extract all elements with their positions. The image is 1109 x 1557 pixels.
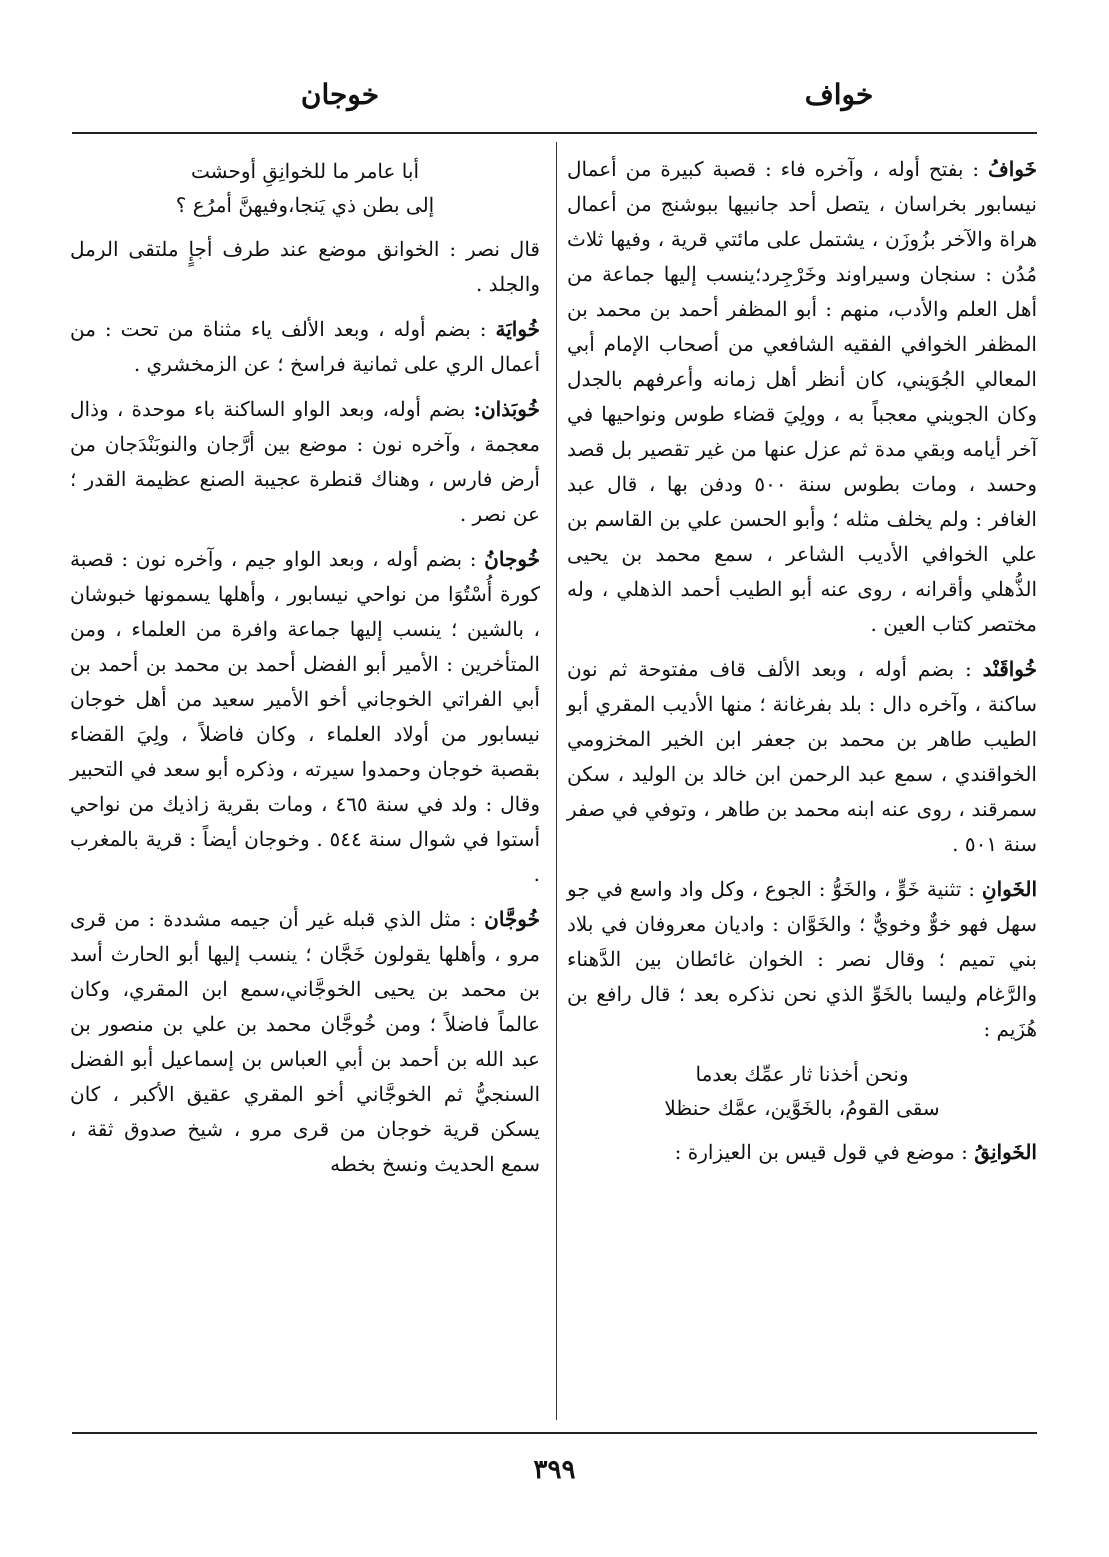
column-divider: [556, 142, 557, 1420]
entry-text: : تثنية خَوٍّ ، والخَوُّ : الجوع ، وكل واد واسع في جو سهل فهو خوٌّ وخويٌّ ؛ والخَوَّان : واديان معروفان في بلاد بني تميم ؛ وقال نصر : الخوان غائطان بين الدَّهناء والرَّغام وليسا بالخَوِّ الذي نحن نذكره بعد ؛ قال رافع بن هُزَيم :: [567, 877, 1037, 1041]
verse-line: أبا عامر ما للخوانِقِ أوحشت: [190, 159, 420, 183]
verse-line: ونحن أخذنا ثار عمِّك بعدما: [695, 1062, 909, 1086]
entry-text: قال نصر : الخوانق موضع عند طرف أجإٍ ملتقى الرمل والجلد .: [70, 237, 540, 296]
headword: خَوافُ: [988, 157, 1038, 181]
entry-text: : بضم أوله ، وبعد الواو جيم ، وآخره نون : قصبة كورة أُسْتُوَا من نواحي نيسابور ، وأهلها يسمونها خبوشان ، بالشين ؛ ينسب إليها جماعة وافرة من العلماء ، ومن المتأخرين : الأمير أبو الفضل أحمد بن محمد بن أحمد بن أبي الفراتي الخوجاني أخو الأمير سعيد من أهل خوجان نيسابور من أولاد العلماء ، وكان فاضلاً ، ولِيَ القضاء بقصبة خوجان وحمدوا سيرته ، وذكره أبو سعد في التحبير وقال : ولد في سنة ٤٦٥ ، ومات بقرية زاذيك من نواحي أستوا في شوال سنة ٥٤٤ . وخوجان أيضاً : قرية بالمغرب .: [70, 547, 541, 886]
entry-text: : بفتح أوله ، وآخره فاء : قصبة كبيرة من أعمال نيسابور بخراسان ، يتصل أحد جانبيها ببوشنج من أعمال هراة والآخر بزُوزَن ، يشتمل على مائتي قرية ، وفيها ثلاث مُدُن : سنجان وسيراوند وخَرْجِرد؛ينسب إليها جماعة من أهل العلم والأدب، منهم : أبو المظفر أحمد بن محمد بن المظفر الخوافي الفقيه الشافعي من أصحاب الإمام أبي المعالي الجُوَيني، كان أنظر أهل زمانه وأعرفهم بالجدل وكان الجويني معجباً به ، وولِيَ قضاء طوس ونواحيها في آخر أيامه وبقي مدة ثم عزل عنها من غير تقصير بل قصد وحسد ، ومات بطوس سنة ٥٠٠ ودفن بها ، قال عبد الغافر : ولم يخلف مثله ؛ وأبو الحسن علي بن القاسم بن علي الخوافي الأديب الشاعر ، سمع محمد بن يحيى الذُّهلي وأقرانه ، روى عنه أبو الطيب أحمد الذهلي ، وله مختصر كتاب العين .: [567, 157, 1037, 636]
entry-khujan: [70, 542, 540, 892]
headword: الخَوانِقُ: [974, 1140, 1037, 1164]
entry-khuwaqand: [567, 652, 1037, 862]
verse-block: [70, 154, 540, 222]
running-head-right: خواف: [804, 78, 874, 111]
verse-line: سقى القومُ، بالخَوَّين، عمَّك حنظلا: [664, 1096, 940, 1120]
verse-block: [567, 1057, 1037, 1125]
header-rule: [72, 132, 1037, 134]
footer-rule: [72, 1432, 1037, 1434]
entry-khawaf: [567, 152, 1037, 642]
headword: خُوجَّان: [484, 907, 540, 931]
entry-al-khawan: [567, 872, 1037, 1047]
headword: خُواقَنْد: [982, 657, 1038, 681]
headword: خُوبَذان:: [473, 397, 540, 421]
entry-khuwaya: [70, 312, 540, 382]
verse-line: إلى بطن ذي يَنجا،وفيهنَّ أمرُع ؟: [175, 193, 435, 217]
right-column: [567, 152, 1037, 1180]
entry-text: : بضم أوله ، وبعد الألف قاف مفتوحة ثم نون ساكنة ، وآخره دال : بلد بفرغانة ؛ منها الأديب المقري أبو الطيب طاهر بن محمد بن جعفر ابن الخير المخزومي الخواقندي ، سمع عبد الرحمن ابن خالد بن الوليد ، سكن سمرقند ، روى عنه ابنه محمد بن طاهر ، وتوفي في صفر سنة ٥٠١ .: [567, 657, 1037, 856]
left-column: [70, 152, 540, 1192]
entry-text: : موضع في قول قيس بن العيزارة :: [674, 1140, 968, 1164]
page-number: ٣٩٩: [533, 1455, 576, 1485]
entry-text: : مثل الذي قبله غير أن جيمه مشددة : من قرى مرو ، وأهلها يقولون خَجَّان ؛ ينسب إليها أبو الحارث أسد بن محمد بن يحيى الخوجَّاني،سمع ابن المقري، وكان عالماً فاضلاً ؛ ومن خُوجَّان محمد بن علي بن منصور بن عبد الله بن أحمد بن أبي العباس بن إسماعيل أبو الفضل السنجيُّ ثم الخوجَّاني أخو المقري عقيق الأكبر ، كان يسكن قرية خوجان من قرى مرو ، شيخ صدوق ثقة ، سمع الحديث ونسخ بخطه: [70, 907, 540, 1176]
entry-text: بضم أوله، وبعد الواو الساكنة باء موحدة ، وذال معجمة ، وآخره نون : موضع بين أرَّجان والنوبَنْدَجان من أرض فارس ، وهناك قنطرة عجيبة الصنع عظيمة القدر ؛ عن نصر .: [70, 397, 540, 526]
headword: الخَوانِ: [981, 877, 1038, 901]
headword: خُوايَة: [495, 317, 541, 341]
entry-khujjan: [70, 902, 540, 1182]
running-head-left: خوجان: [300, 78, 380, 111]
entry-khubadhan: [70, 392, 540, 532]
headword: خُوجانُ: [484, 547, 541, 571]
entry-text: : بضم أوله ، وبعد الألف ياء مثناة من تحت : من أعمال الري على ثمانية فراسخ ؛ عن الزمخشري .: [70, 317, 540, 376]
entry-al-khawaniq: [567, 1135, 1037, 1170]
entry-continuation: [70, 232, 540, 302]
